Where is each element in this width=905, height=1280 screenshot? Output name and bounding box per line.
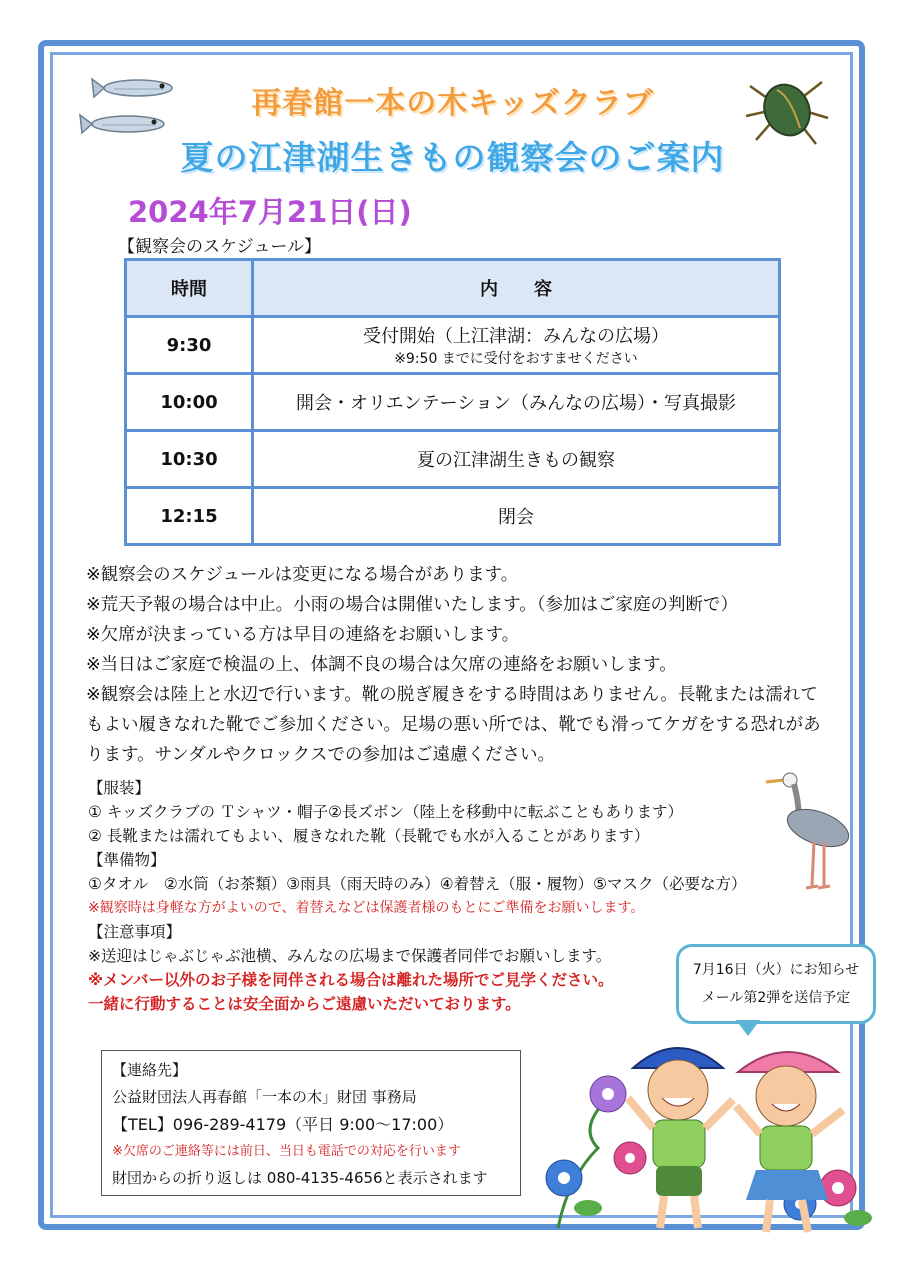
schedule-label: 【観察会のスケジュール】: [118, 237, 321, 257]
table-header-row: [126, 260, 780, 317]
supplies-heading: 【準備物】: [88, 851, 166, 869]
note-item: ※荒天予報の場合は中止。小雨の場合は開催いたします。（参加はご家庭の判断で）: [86, 595, 739, 615]
clothing-heading: 【服装】: [88, 779, 151, 797]
row-content-note: ※9:50 までに受付をおすませください: [394, 351, 638, 367]
note-item: ※当日はご家庭で検温の上、体調不良の場合は欠席の連絡をお願いします。: [86, 655, 677, 675]
clothing-item: ① キッズクラブの Ｔシャツ・帽子②長ズボン（陸上を移動中に転ぶこともあります）: [88, 803, 684, 821]
table-row: [126, 374, 780, 431]
caution-warning: ※メンバー以外のお子様を同伴される場合は離れた場所でご見学ください。: [88, 971, 614, 989]
event-title: 夏の江津湖生きもの観察会のご案内: [180, 138, 725, 177]
boy-icon: [628, 1048, 733, 1228]
table-row: [126, 431, 780, 488]
note-item: ※観察会は陸上と水辺で行います。靴の脱ぎ履きをする時間はありません。長靴または濡れてもよい履きなれた靴でご参加ください。足場の悪い所では、靴でも滑ってケガをする恐れがあります。サンダルやクロックスでの参加はご遠慮ください。: [86, 685, 821, 765]
contact-note: ※欠席のご連絡等には前日、当日も電話での対応を行います: [112, 1144, 461, 1159]
caution-line: ※送迎はじゃぶじゃぶ池横、みんなの広場まで保護者同伴でお願いします。: [88, 947, 612, 965]
row-content-text: 受付開始（上江津湖：みんなの広場）: [363, 326, 669, 347]
notes-section: [86, 560, 831, 770]
caution-heading: 【注意事項】: [88, 923, 182, 941]
contact-callback: 財団からの折り返しは 080-4135-4656と表示されます: [112, 1169, 488, 1187]
schedule-table: [124, 258, 781, 546]
row-time: 9:30: [126, 317, 253, 374]
bubble-line: 7月16日（火）にお知らせ: [692, 962, 860, 978]
contact-tel: 【TEL】096-289-4179（平日 9:00～17:00）: [112, 1115, 454, 1134]
heron-illustration: [760, 768, 860, 896]
club-title: 再春館一本の木キッズクラブ: [251, 86, 654, 121]
supplies-items: ①タオル ②水筒（お茶類）③雨具（雨天時のみ）④着替え（服・履物）⑤マスク（必要な方）: [88, 875, 747, 893]
notice-bubble: [676, 944, 876, 1024]
caution-warning: 一緒に行動することは安全面からご遠慮いただいております。: [88, 995, 521, 1013]
row-time: 12:15: [126, 488, 253, 545]
row-time: 10:30: [126, 431, 253, 488]
row-content: 開会・オリエンテーション（みんなの広場）・写真撮影: [253, 374, 780, 431]
note-item: ※観察会のスケジュールは変更になる場合があります。: [86, 565, 519, 585]
row-time: 10:00: [126, 374, 253, 431]
bubble-line: メール第2弾を送信予定: [701, 990, 851, 1006]
kids-illustration: [538, 1028, 878, 1248]
row-content: 閉会: [253, 488, 780, 545]
row-content: [253, 317, 780, 374]
clothing-section: [88, 776, 768, 1016]
row-content: 夏の江津湖生きもの観察: [253, 431, 780, 488]
table-row: [126, 317, 780, 374]
content-column-header: 内 容: [253, 260, 780, 317]
table-row: [126, 488, 780, 545]
contact-heading: 【連絡先】: [112, 1061, 188, 1079]
contact-box: [101, 1050, 521, 1196]
event-date: 2024年7月21日(日): [128, 195, 412, 229]
time-column-header: 時間: [126, 260, 253, 317]
note-item: ※欠席が決まっている方は早目の連絡をお願いします。: [86, 625, 520, 645]
contact-org: 公益財団法人再春館「一本の木」財団 事務局: [112, 1088, 417, 1106]
morning-glory-icon: [546, 1076, 872, 1228]
supplies-note: ※観察時は身軽な方がよいので、着替えなどは保護者様のもとにご準備をお願いします。: [88, 900, 645, 916]
clothing-item: ② 長靴または濡れてもよい、履きなれた靴（長靴でも水が入ることがあります）: [88, 827, 650, 845]
